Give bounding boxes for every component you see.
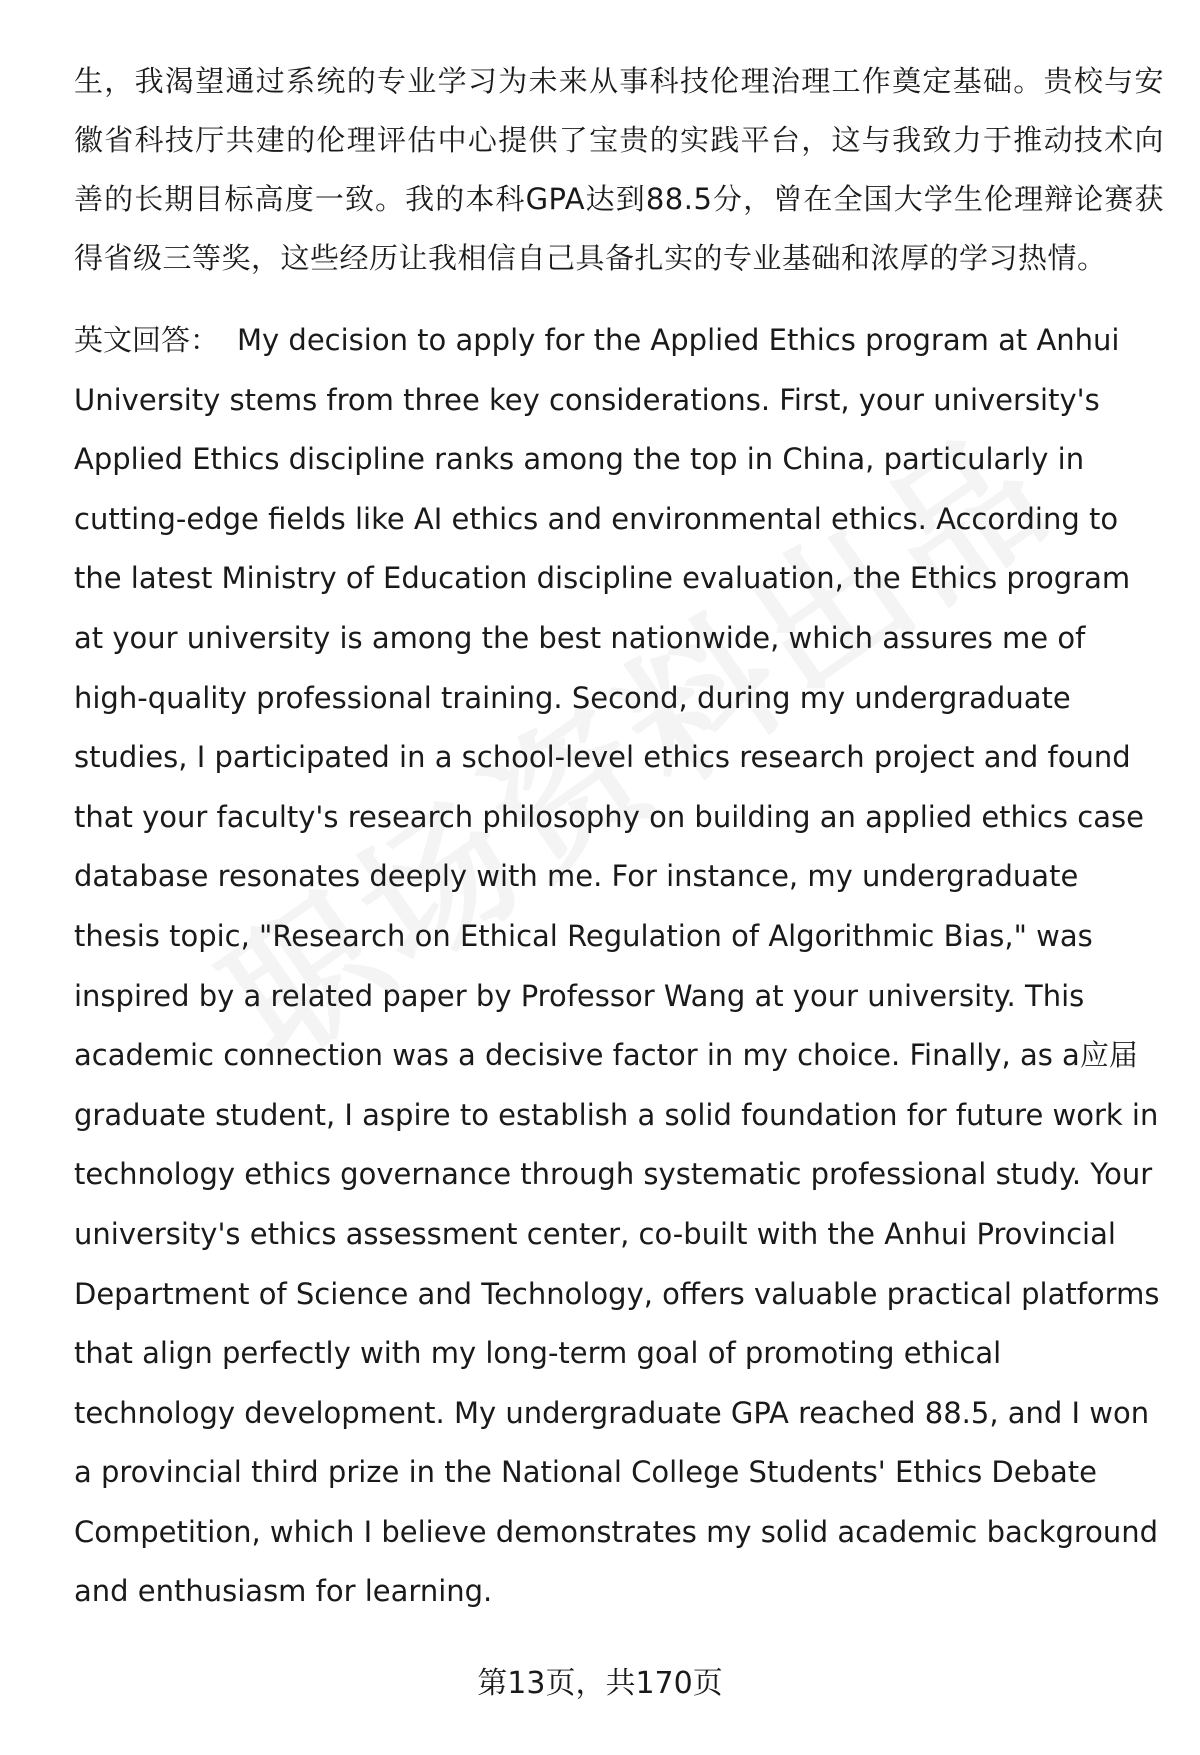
english-answer-label: 英文回答： bbox=[74, 323, 220, 357]
chinese-answer-paragraph: 生，我渴望通过系统的专业学习为未来从事科技伦理治理工作奠定基础。贵校与安徽省科技厅共建的伦理评估中心提供了宝贵的实践平台，这与我致力于推动技术向善的长期目标高度一致。我的本科GPA达到88.5分，曾在全国大学生伦理辩论赛获得省级三等奖，这些经历让我相信自己具备扎实的专业基础和浓厚的学习热情。 bbox=[74, 64, 1164, 275]
page-number: 第13页，共170页 bbox=[477, 1666, 723, 1701]
page-content bbox=[74, 52, 1164, 1622]
english-answer-text: My decision to apply for the Applied Ethics program at Anhui University stems from three key considerations. First, your university's Applied Ethics discipline ranks among the top in China, particularly in cutting-edge fields like AI ethics and environmental ethics. According to the latest Ministry of Education discipline evaluation, the Ethics program at your university is among the best nationwide, which assures me of high-quality professional training. Second, during my undergraduate studies, I participated in a school-level ethics research project and found that your faculty's research philosophy on building an applied ethics case database resonates deeply with me. For instance, my undergraduate thesis topic, "Research on Ethical Regulation of Algorithmic Bias," was inspired by a related paper by Professor Wang at your university. This academic connection was a decisive factor in my choice. Finally, as a应届graduate student, I aspire to establish a solid foundation for future work in technology ethics governance through systematic professional study. Your university's ethics assessment center, co-built with the Anhui Provincial Department of Science and Technology, offers valuable practical platforms that align perfectly with my long-term goal of promoting ethical technology development. My undergraduate GPA reached 88.5, and I won a provincial third prize in the National College Students' Ethics Debate Competition, which I believe demonstrates my solid academic background and enthusiasm for learning. bbox=[74, 323, 1160, 1609]
english-answer-paragraph bbox=[74, 311, 1164, 1622]
